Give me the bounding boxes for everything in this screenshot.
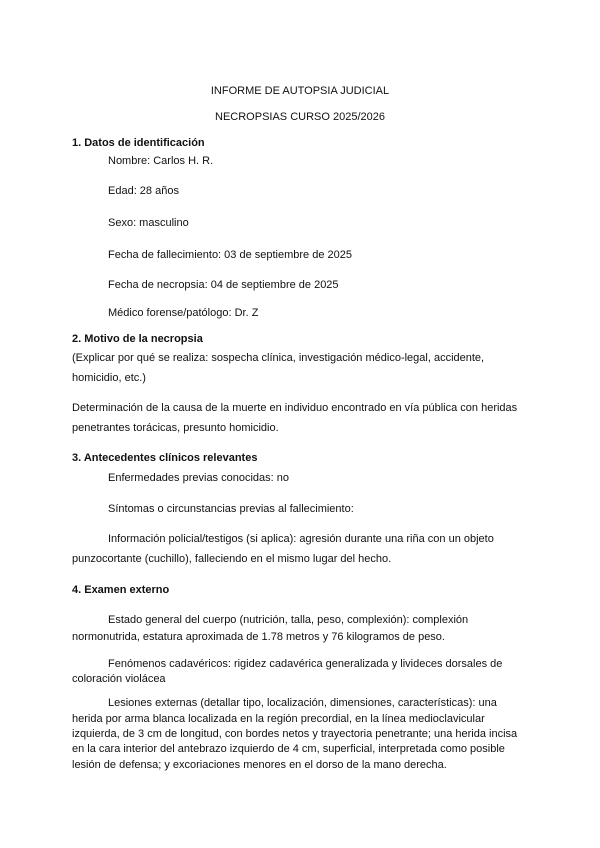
paragraph-fenomenos-line: Fenómenos cadavéricos: rigidez cadavérica generalizada y livideces dorsales de — [108, 658, 503, 670]
field-sexo: Sexo: masculino — [108, 217, 189, 229]
paragraph-estado-line: normonutrida, estatura aproximada de 1.78 metros y 76 kilogramos de peso. — [72, 631, 445, 643]
section-4-heading: 4. Examen externo — [72, 584, 170, 596]
paragraph-fenomenos-line: coloración violácea — [72, 673, 166, 685]
field-fecha-fallecimiento: Fecha de fallecimiento: 03 de septiembre de 2025 — [108, 249, 352, 261]
field-informacion-line: punzocortante (cuchillo), falleciendo en el mismo lugar del hecho. — [72, 553, 392, 565]
field-enfermedades: Enfermedades previas conocidas: no — [108, 472, 289, 484]
paragraph-lesiones-line: lesión de defensa; y excoriaciones menores en el dorso de la mano derecha. — [72, 759, 447, 771]
section-1-heading: 1. Datos de identificación — [72, 137, 205, 149]
paragraph-lesiones-line: Lesiones externas (detallar tipo, localización, dimensiones, características): una — [108, 697, 497, 709]
field-medico: Médico forense/patólogo: Dr. Z — [108, 307, 259, 319]
section-2-heading: 2. Motivo de la necropsia — [72, 333, 203, 345]
section-2-hint-line: (Explicar por qué se realiza: sospecha clínica, investigación médico-legal, accidente, — [72, 352, 485, 364]
paragraph-lesiones-line: izquierda, de 3 cm de longitud, con bordes netos y trayectoria penetrante; una herida incisa — [72, 728, 518, 740]
field-fecha-necropsia: Fecha de necropsia: 04 de septiembre de 2025 — [108, 279, 339, 291]
paragraph-lesiones-line: en la cara interior del antebrazo izquierdo de 4 cm, superficial, interpretada como posible — [72, 743, 505, 755]
field-nombre: Nombre: Carlos H. R. — [108, 155, 214, 167]
paragraph-estado-line: Estado general del cuerpo (nutrición, talla, peso, complexión): complexión — [108, 614, 469, 626]
section-3-heading: 3. Antecedentes clínicos relevantes — [72, 452, 258, 464]
field-edad: Edad: 28 años — [108, 185, 179, 197]
field-informacion-line: Información policial/testigos (si aplica): agresión durante una riña con un objeto — [108, 533, 494, 545]
document-subtitle: NECROPSIAS CURSO 2025/2026 — [215, 111, 385, 123]
field-sintomas: Síntomas o circunstancias previas al fallecimiento: — [108, 503, 354, 515]
section-2-text-line: penetrantes torácicas, presunto homicidio. — [72, 422, 279, 434]
paragraph-lesiones-line: herida por arma blanca localizada en la región precordial, en la línea medioclavicular — [72, 713, 485, 725]
section-2-hint-line: homicidio, etc.) — [72, 372, 146, 384]
document-title: INFORME DE AUTOPSIA JUDICIAL — [210, 85, 390, 97]
section-2-text-line: Determinación de la causa de la muerte en individuo encontrado en vía pública con heridas — [72, 402, 518, 414]
